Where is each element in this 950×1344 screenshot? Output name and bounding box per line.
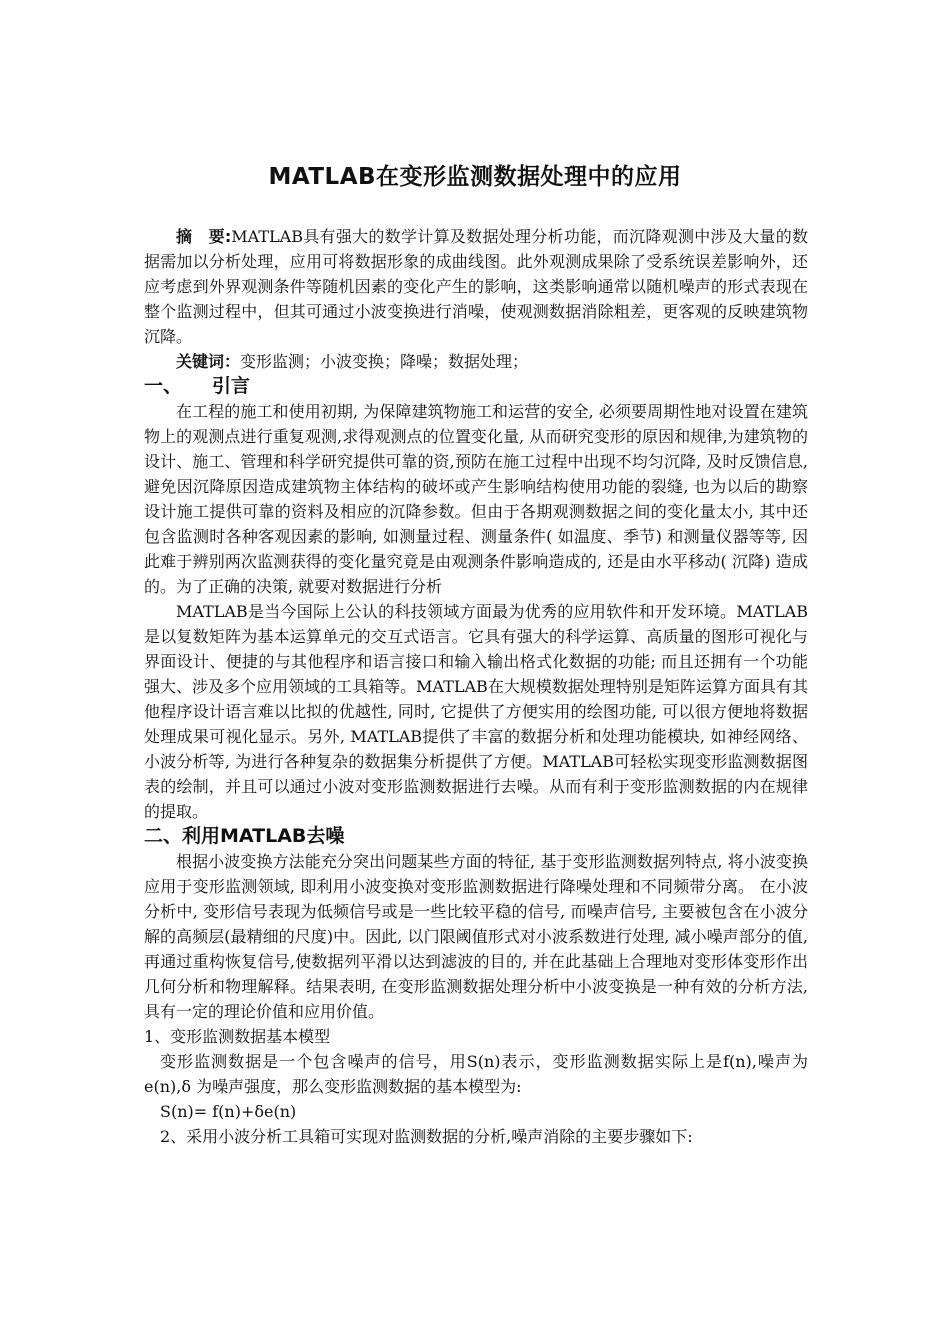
- section-1-paragraph-1: 在工程的施工和使用初期, 为保障建筑物施工和运营的安全, 必须要周期性地对设置在建筑物上的观测点进行重复观测,求得观测点的位置变化量, 从而研究变形的原因和规律,为建筑物的设计、施工、管理和科学研究提供可靠的资,预防在施工过程中出现不均匀沉降, 及时反馈信息,避免因沉降原因造成建筑物主体结构的破坏或产生影响结构使用功能的裂缝, 也为以后的勘察设计施工提供可靠的资料及相应的沉降参数。但由于各期观测数据之间的变化量太小, 其中还包含监测时各种客观因素的影响, 如测量过程、测量条件( 如温度、季节) 和测量仪器等等, 因此难于辨别两次监测获得的变化量究竟是由观测条件影响造成的, 还是由水平移动( 沉降) 造成的。为了正确的决策, 就要对数据进行分析: [144, 402, 808, 596]
- paper-body: [144, 224, 808, 1149]
- subsection-2-paragraph: 2、采用小波分析工具箱可实现对监测数据的分析,噪声消除的主要步骤如下:: [160, 1127, 693, 1146]
- keywords-paragraph: [144, 349, 808, 374]
- section-1-title: 引言: [212, 375, 251, 397]
- abstract-text: MATLAB具有强大的数学计算及数据处理分析功能，而沉降观测中涉及大量的数据需加以分析处理，应用可将数据形象的成曲线图。此外观测成果除了受系统误差影响外，还应考虑到外界观测条件等随机因素的变化产生的影响，这类影响通常以随机噪声的形式表现在整个监测过程中，但其可通过小波变换进行消噪，使观测数据消除粗差，更客观的反映建筑物沉降。: [144, 227, 808, 346]
- section-1-heading: [144, 374, 808, 399]
- section-2-paragraph: 根据小波变换方法能充分突出问题某些方面的特征, 基于变形监测数据列特点, 将小波变换应用于变形监测领域, 即利用小波变换对变形监测数据进行降噪处理和不同频带分离。 在小波分析中, 变形信号表现为低频信号或是一些比较平稳的信号, 而噪声信号, 主要被包含在小波分解的高频层(最精细的尺度)中。因此, 以门限阈值形式对小波系数进行处理, 减小噪声部分的值,再通过重构恢复信号,使数据列平滑以达到滤波的目的, 并在此基础上合理地对变形体变形作出几何分析和物理解释。结果表明, 在变形监测数据处理分析中小波变换是一种有效的分析方法, 具有一定的理论价值和应用价值。: [144, 852, 808, 1021]
- model-formula: S(n)= f(n)+δe(n): [160, 1102, 297, 1121]
- abstract-paragraph: [144, 224, 808, 349]
- section-2-heading: 二、利用MATLAB去噪: [144, 825, 345, 847]
- section-1-paragraph-2: MATLAB是当今国际上公认的科技领域方面最为优秀的应用软件和开发环境。MATLAB是以复数矩阵为基本运算单元的交互式语言。它具有强大的科学运算、高质量的图形可视化与界面设计、便捷的与其他程序和语言接口和输入输出格式化数据的功能; 而且还拥有一个功能强大、涉及多个应用领域的工具箱等。MATLAB在大规模数据处理特别是矩阵运算方面具有其他程序设计语言难以比拟的优越性, 同时, 它提供了方便实用的绘图功能, 可以很方便地将数据处理成果可视化显示。另外, MATLAB提供了丰富的数据分析和处理功能模块, 如神经网络、小波分析等, 为进行各种复杂的数据集分析提供了方便。MATLAB可轻松实现变形监测数据图表的绘制，并且可以通过小波对变形监测数据进行去噪。从而有利于变形监测数据的内在规律的提取。: [144, 602, 808, 821]
- paper-title: MATLAB在变形监测数据处理中的应用: [268, 164, 682, 190]
- subsection-1-heading: 1、变形监测数据基本模型: [144, 1027, 331, 1046]
- keywords-label: 关键词：: [176, 352, 241, 371]
- keywords-text: 变形监测；小波变换；降噪；数据处理；: [240, 352, 529, 371]
- section-1-number: 一、: [144, 375, 183, 397]
- subsection-1-paragraph: 变形监测数据是一个包含噪声的信号，用S(n)表示，变形监测数据实际上是f(n),噪声为e(n),δ 为噪声强度，那么变形监测数据的基本模型为:: [144, 1052, 808, 1096]
- abstract-label: 摘 要:: [176, 227, 232, 246]
